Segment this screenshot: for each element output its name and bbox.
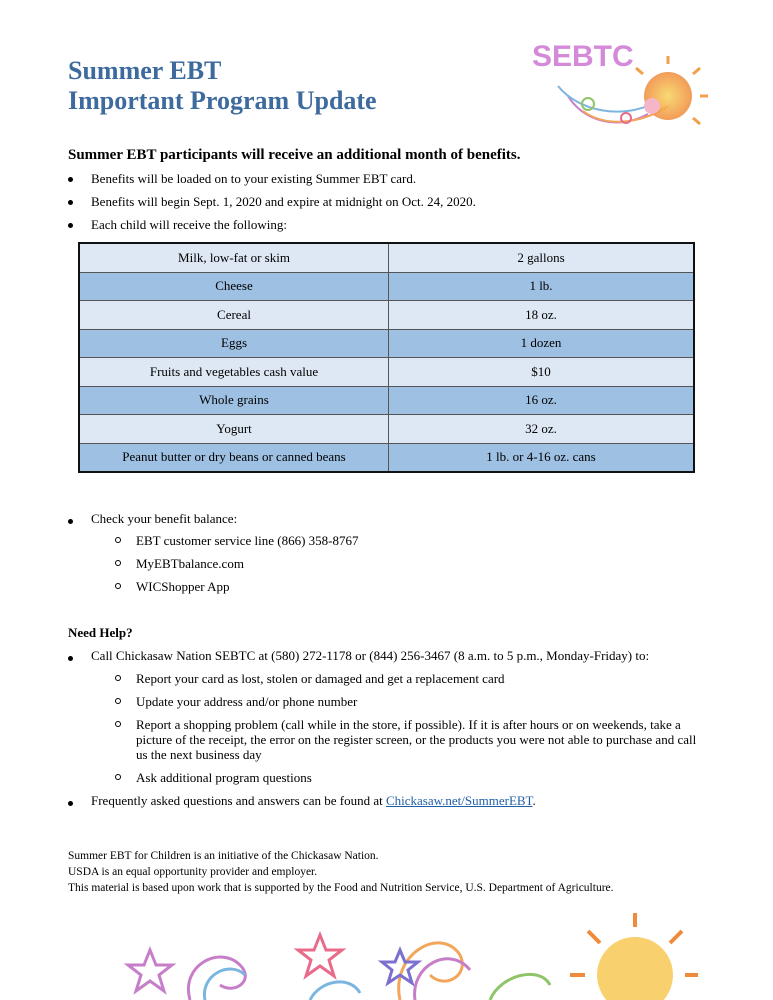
food-amount: 32 oz. (389, 415, 695, 444)
food-amount: 16 oz. (389, 386, 695, 415)
food-item: Peanut butter or dry beans or canned beans (79, 443, 389, 472)
footer-line-fns: This material is based upon work that is supported by the Food and Nutrition Service, U.S. Department of Agriculture. (68, 882, 614, 894)
bullet-dot (68, 200, 73, 205)
balance-option-website: MyEBTbalance.com (136, 556, 244, 571)
balance-option-app: WICShopper App (136, 579, 230, 594)
bullet-cards: Benefits will be loaded on to your existing Summer EBT card. (91, 171, 417, 186)
faq-suffix: . (532, 793, 536, 808)
sub-bullet-circle (115, 675, 121, 681)
food-amount: 1 lb. or 4-16 oz. cans (389, 443, 695, 472)
sub-bullet-circle (115, 774, 121, 780)
table-row (79, 329, 694, 358)
faq-link[interactable]: Chickasaw.net/SummerEBT (385, 793, 533, 808)
food-item: Whole grains (79, 386, 389, 415)
page-title (68, 56, 377, 116)
table-row (79, 272, 694, 301)
help-reason-update-address: Update your address and/or phone number (136, 694, 358, 709)
bullet-dot (68, 177, 73, 182)
food-amount: 1 lb. (389, 272, 695, 301)
footer-line-initiative: Summer EBT for Children is an initiative of the Chickasaw Nation. (68, 850, 379, 862)
food-item: Fruits and vegetables cash value (79, 358, 389, 387)
food-item: Eggs (79, 329, 389, 358)
table-row (79, 415, 694, 444)
intro-heading: Summer EBT participants will receive an additional month of benefits. (68, 147, 521, 163)
bullet-dates: Benefits will begin Sept. 1, 2020 and expire at midnight on Oct. 24, 2020. (91, 194, 476, 209)
food-item: Cheese (79, 272, 389, 301)
title-line-1: Summer EBT (68, 56, 222, 85)
food-amount: 1 dozen (389, 329, 695, 358)
sebtc-logo (528, 26, 708, 138)
sub-bullet-circle (115, 537, 121, 543)
balance-option-phone: EBT customer service line (866) 358-8767 (136, 533, 359, 548)
bullet-dot (68, 223, 73, 228)
table-row (79, 443, 694, 472)
sub-bullet-circle (115, 583, 121, 589)
faq-prefix: Frequently asked questions and answers can be found at (91, 793, 386, 808)
table-row (79, 301, 694, 330)
decorative-swirls-illustration (70, 905, 700, 1000)
bullet-each-child: Each child will receive the following: (91, 217, 288, 232)
help-reason-lost-card: Report your card as lost, stolen or damaged and get a replacement card (136, 671, 505, 686)
table-row (79, 386, 694, 415)
sub-bullet-circle (115, 560, 121, 566)
footer-line-usda: USDA is an equal opportunity provider and employer. (68, 866, 318, 878)
bullet-dot (68, 519, 73, 524)
svg-text:SEBTC: SEBTC (532, 40, 634, 73)
food-benefits-table (78, 242, 695, 473)
food-item: Yogurt (79, 415, 389, 444)
sub-bullet-circle (115, 721, 121, 727)
food-item: Cereal (79, 301, 389, 330)
food-amount: $10 (389, 358, 695, 387)
food-amount: 2 gallons (389, 243, 695, 272)
sub-bullet-circle (115, 698, 121, 704)
bullet-dot (68, 801, 73, 806)
food-item: Milk, low-fat or skim (79, 243, 389, 272)
help-reason-shopping-problem: Report a shopping problem (call while in the store, if possible). If it is after hours or on weekends, take a picture of the receipt, the error on the register screen, or the products you were not able to purchase and call us the next business day (136, 717, 697, 762)
title-line-2: Important Program Update (68, 86, 377, 115)
food-amount: 18 oz. (389, 301, 695, 330)
bullet-dot (68, 656, 73, 661)
table-row (79, 358, 694, 387)
help-reason-questions: Ask additional program questions (136, 770, 312, 785)
need-help-heading: Need Help? (68, 625, 133, 640)
balance-label: Check your benefit balance: (91, 511, 238, 526)
help-call-text: Call Chickasaw Nation SEBTC at (580) 272-1178 or (844) 256-3467 (8 a.m. to 5 p.m., Monday-Friday) to: (91, 648, 650, 663)
faq-line (91, 793, 536, 809)
footer-notice (68, 848, 614, 896)
table-row (79, 243, 694, 272)
